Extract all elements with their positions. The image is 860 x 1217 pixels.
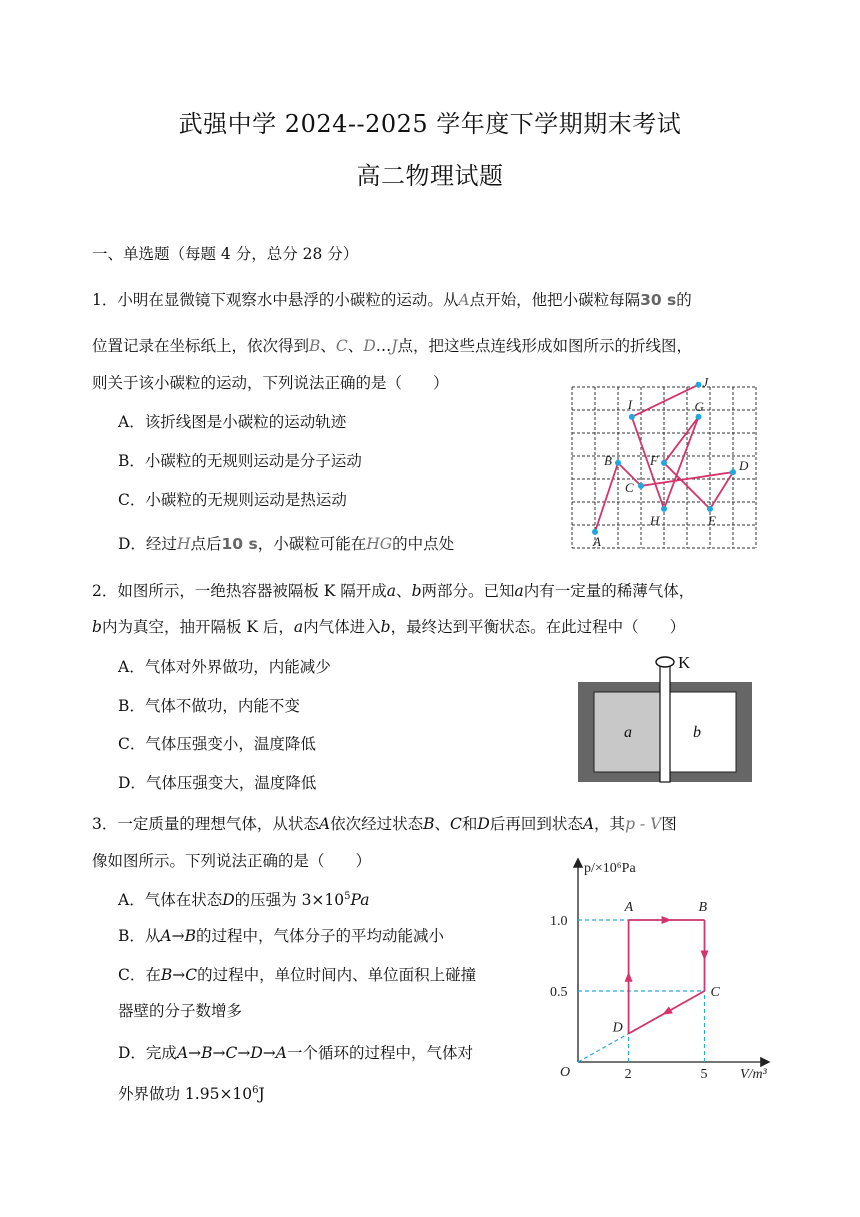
cycle-arrow-DA [625,972,633,982]
q3-option-b: B．从A→B的过程中，气体分子的平均动能减小 [118,927,444,945]
q1-point-label-H: H [650,512,660,528]
q2-option-d: D．气体压强变大，温度降低 [118,774,317,792]
q2-stem-line2: b内为真空，抽开隔板 K 后，a内气体进入b，最终达到平衡状态。在此过程中（ ） [92,618,686,636]
q1-stem-line3: 则关于该小碳粒的运动，下列说法正确的是（ ） [92,374,449,392]
q1-point-D [730,469,736,475]
q3-option-c: C．在B→C的过程中，单位时间内、单位面积上碰撞 [118,966,477,984]
state-label-C: C [710,985,720,1000]
q1-point-label-I: I [627,396,633,412]
q1-option-b: B．小碳粒的无规则运动是分子运动 [118,452,362,470]
q1-option-d: D．经过H点后10 s，小碳粒可能在HG的中点处 [118,535,455,553]
cycle-arrow-BC [701,951,709,961]
exam-title: 武强中学 2024--2025 学年度下学期期末考试 [178,110,682,138]
partition-handle [656,657,674,667]
q1-point-C [638,483,644,489]
q1-option-c: C．小碳粒的无规则运动是热运动 [118,491,347,509]
q1-point-I [629,414,635,420]
q1-point-H [661,506,667,512]
label-k: K [678,653,691,672]
pv-cycle [625,916,709,1034]
q1-point-label-D: D [739,458,749,474]
x-tick-label: 5 [700,1067,708,1082]
q3-option-c-line2: 器壁的分子数增多 [118,1002,243,1020]
x-tick-label: 2 [624,1067,632,1082]
q2-option-b: B．气体不做功，内能不变 [118,697,300,715]
q1-point-E [707,506,713,512]
state-label-D: D [612,1020,623,1036]
q1-point-G [696,414,702,420]
q1-point-J [696,382,702,388]
label-b: b [693,724,701,741]
q3-option-a: A．气体在状态D的压强为 $3\times 10^5Pa$ [118,891,370,910]
q1-stem-line1: 1．小明在显微镜下观察水中悬浮的小碳粒的运动。从A点开始，他把小碳粒每隔30 s的 [92,291,692,309]
q3-stem-line2: 像如图所示。下列说法正确的是（ ） [92,852,372,870]
q1-point-label-F: F [650,452,658,468]
q3-option-d: D．完成A→B→C→D→A一个循环的过程中，气体对 [118,1044,473,1062]
cycle-arrow-AB [662,916,672,924]
q2-container-figure [576,652,756,784]
q3-stem-line1: 3．一定质量的理想气体，从状态A依次经过状态B、C和D后再回到状态A，其p - V图 [92,815,677,833]
label-a: a [624,724,632,741]
q1-point-label-C: C [625,479,634,495]
q1-point-F [661,460,667,466]
q2-stem-line1: 2．如图所示，一绝热容器被隔板 K 隔开成a、b两部分。已知a内有一定量的稀薄气体， [92,582,695,600]
q1-point-label-J: J [702,374,709,390]
state-label-A: A [624,900,634,915]
q1-point-label-A: A [593,533,601,549]
q1-stem-line2: 位置记录在坐标纸上，依次得到B、C、D…J点，把这些点连线形成如图所示的折线图， [92,337,692,355]
section-heading: 一、单选题（每题 4 分，总分 28 分） [92,245,359,263]
origin-label: O [560,1065,571,1080]
q3-pv-chart [540,850,780,1082]
q1-point-label-G: G [694,398,704,414]
q1-points [592,375,749,549]
y-tick-label: 0.5 [550,985,568,1000]
y-tick-label: 1.0 [550,914,568,929]
q1-option-a: A．该折线图是小碳粒的运动轨迹 [118,413,347,431]
q1-grid [572,387,756,548]
q2-option-c: C．气体压强变小，温度降低 [118,735,316,753]
pv-guide-lines [578,920,705,1062]
x-axis-label: V/m³ [740,1067,767,1082]
q2-option-a: A．气体对外界做功，内能减少 [118,658,331,676]
state-label-B: B [698,900,708,915]
partition-k [660,666,670,782]
cycle-arrow-CD [660,1006,673,1018]
q1-trajectory-figure [568,374,760,561]
q1-point-B [615,460,621,466]
q3-option-d-line2: 外界做功 $1.95\times 10^6J$ [118,1085,265,1104]
q1-point-label-B: B [604,452,612,468]
exam-subtitle: 高二物理试题 [356,162,504,190]
q1-point-label-E: E [708,512,716,528]
y-axis-label: p/×10⁶Pa [584,861,636,876]
guide-origin-to-d [578,1034,629,1062]
